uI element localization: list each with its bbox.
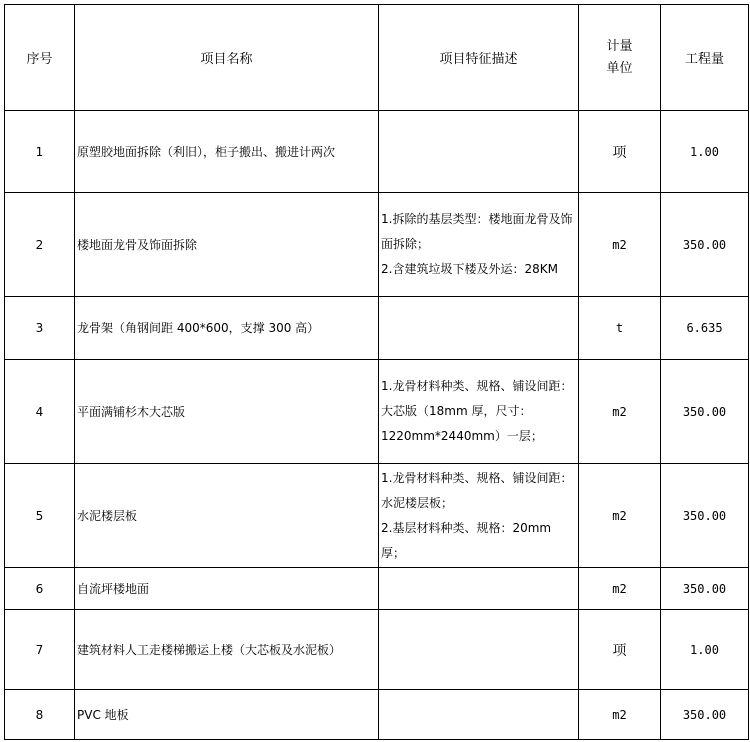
item-name: 平面满铺杉木大芯版 xyxy=(75,360,379,464)
row-number: 5 xyxy=(5,464,75,568)
header-item-description: 项目特征描述 xyxy=(379,5,579,111)
quantity-value: 6.635 xyxy=(686,321,723,335)
header-unit-line1: 计量 xyxy=(606,38,633,54)
unit-value: 项 xyxy=(612,144,627,161)
header-item-name: 项目名称 xyxy=(75,5,379,111)
description-line: 1.龙骨材料种类、规格、铺设间距：水泥楼层板； xyxy=(381,470,573,510)
quantity-value: 350.00 xyxy=(682,404,727,419)
table-row xyxy=(5,610,749,690)
row-number: 3 xyxy=(5,297,75,360)
unit xyxy=(579,464,661,568)
quantity-value: 1.00 xyxy=(690,642,719,657)
item-name: PVC 地板 xyxy=(75,690,379,740)
description-line: 1.拆除的基层类型：楼地面龙骨及饰面拆除； xyxy=(381,212,573,251)
header-quantity: 工程量 xyxy=(661,5,749,111)
item-name: 楼地面龙骨及饰面拆除 xyxy=(75,193,379,297)
table-row xyxy=(5,568,749,610)
item-name: 原塑胶地面拆除（利旧），柜子搬出、搬进计两次 xyxy=(75,111,379,193)
item-description xyxy=(379,360,579,464)
unit xyxy=(579,568,661,610)
quantity-value: 350.00 xyxy=(682,237,727,252)
unit xyxy=(579,690,661,740)
table-row xyxy=(5,464,749,568)
header-row xyxy=(5,5,749,111)
row-number: 2 xyxy=(5,193,75,297)
description-line: 2.含建筑垃圾下楼及外运：28KM xyxy=(381,262,558,276)
unit-value: m2 xyxy=(612,707,627,722)
table-row xyxy=(5,193,749,297)
table-row xyxy=(5,111,749,193)
row-number: 8 xyxy=(5,690,75,740)
quantity xyxy=(661,193,749,297)
unit-value: m2 xyxy=(612,404,627,419)
quantity xyxy=(661,360,749,464)
quantity xyxy=(661,111,749,193)
table-row xyxy=(5,297,749,360)
item-name: 水泥楼层板 xyxy=(75,464,379,568)
quantity-value: 350.00 xyxy=(682,581,727,596)
quantity-value: 350.00 xyxy=(682,508,727,523)
item-description xyxy=(379,464,579,568)
row-number: 6 xyxy=(5,568,75,610)
unit-value: m2 xyxy=(612,581,627,596)
header-unit-line2: 单位 xyxy=(606,60,633,76)
header-no: 序号 xyxy=(5,5,75,111)
unit xyxy=(579,297,661,360)
item-description xyxy=(379,690,579,740)
header-unit xyxy=(579,5,661,111)
quantity xyxy=(661,690,749,740)
item-name: 龙骨架（角钢间距 400*600，支撑 300 高） xyxy=(75,297,379,360)
description-line: 1.龙骨材料种类、规格、铺设间距：大芯版（18mm 厚，尺寸：1220mm*2440mm）一层； xyxy=(381,379,573,443)
item-name: 建筑材料人工走楼梯搬运上楼（大芯板及水泥板） xyxy=(75,610,379,690)
unit-value: m2 xyxy=(612,508,627,523)
table-row xyxy=(5,690,749,740)
item-description xyxy=(379,610,579,690)
unit xyxy=(579,360,661,464)
unit-value: m2 xyxy=(612,237,627,252)
table-row xyxy=(5,360,749,464)
item-description xyxy=(379,111,579,193)
unit-value: t xyxy=(615,321,624,335)
quantity xyxy=(661,464,749,568)
quantity xyxy=(661,610,749,690)
quantity xyxy=(661,568,749,610)
row-number: 4 xyxy=(5,360,75,464)
row-number: 1 xyxy=(5,111,75,193)
item-name: 自流坪楼地面 xyxy=(75,568,379,610)
item-description xyxy=(379,193,579,297)
unit xyxy=(579,111,661,193)
description-line: 2.基层材料种类、规格：20mm 厚； xyxy=(381,520,552,560)
item-description xyxy=(379,297,579,360)
item-description xyxy=(379,568,579,610)
row-number: 7 xyxy=(5,610,75,690)
unit-value: 项 xyxy=(612,642,627,659)
quantity-value: 1.00 xyxy=(690,144,719,159)
unit xyxy=(579,610,661,690)
quantity-value: 350.00 xyxy=(682,707,727,722)
bill-of-quantities-table xyxy=(4,4,749,740)
quantity xyxy=(661,297,749,360)
unit xyxy=(579,193,661,297)
